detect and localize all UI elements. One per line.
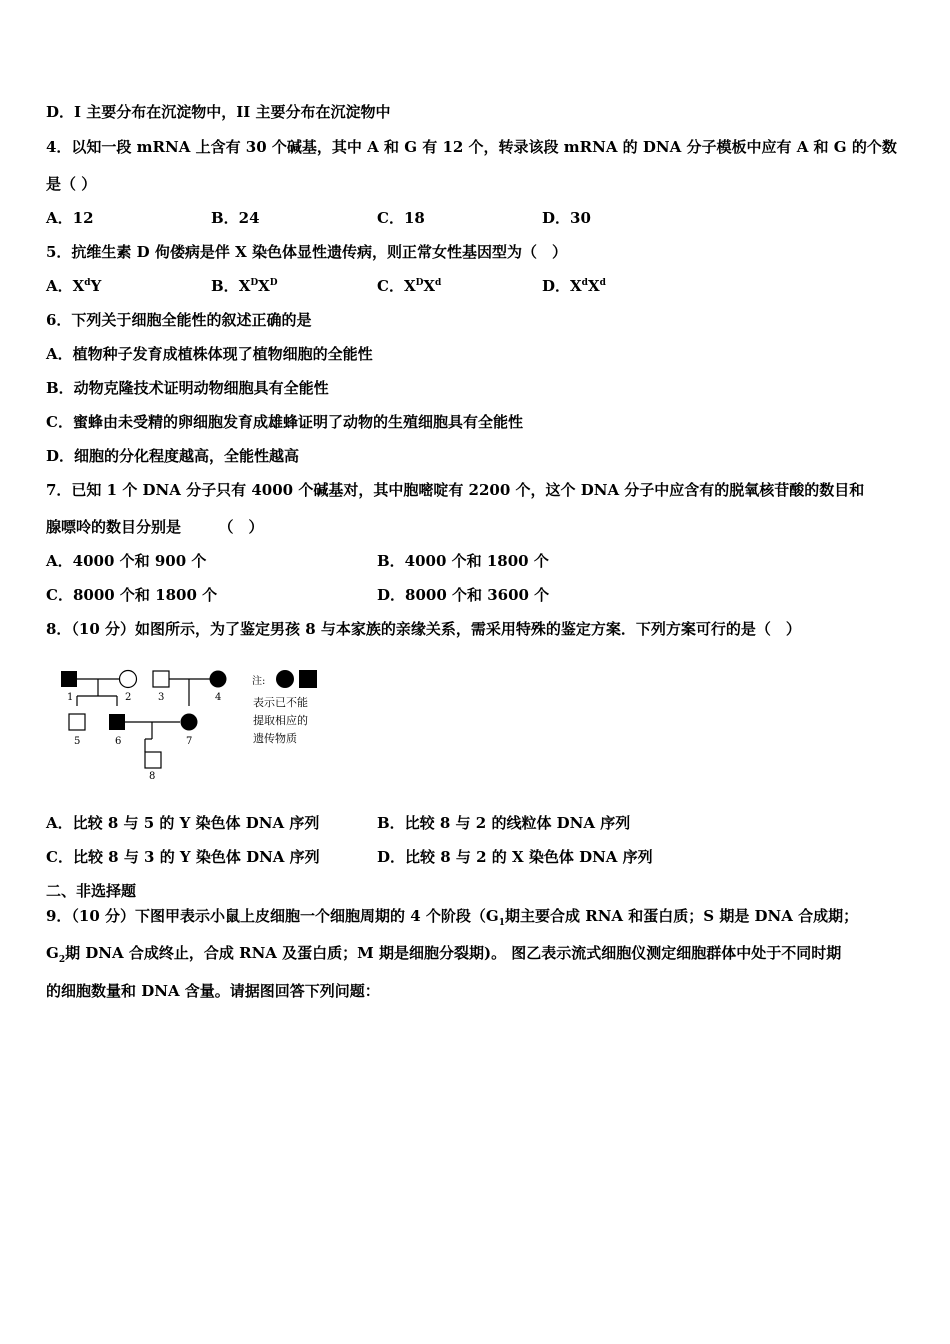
q6-option-a: A．植物种子发育成植株体现了植物细胞的全能性 [46,345,373,363]
note-line-3: 遗传物质 [253,732,297,745]
q7-option-b: B．4000 个和 1800 个 [377,552,549,570]
individual-4-female-filled [210,671,227,688]
q6-option-b: B．动物克隆技术证明动物细胞具有全能性 [46,379,329,397]
q8-option-b: B．比较 8 与 2 的线粒体 DNA 序列 [377,814,631,832]
note-line-1: 表示已不能 [253,696,308,709]
q8-option-d: D．比较 8 与 2 的 X 染色体 DNA 序列 [377,848,653,866]
q4-stem-line1: 4．以知一段 mRNA 上含有 30 个碱基，其中 A 和 G 有 12 个，转录该段 mRNA 的 DNA 分子模板中应有 A 和 G 的个数 [46,138,897,156]
q4-stem-line2: 是（ ） [46,175,97,193]
figure-note [252,670,317,745]
q4-option-b: B．24 [211,209,260,227]
q8-option-c: C．比较 8 与 3 的 Y 染色体 DNA 序列 [46,848,320,866]
q4-option-a: A．12 [46,209,94,227]
q5-option-b: B．$X^DX^D$ [211,277,278,295]
label-7: 7 [186,736,193,747]
q7-option-d: D．8000 个和 3600 个 [377,586,550,604]
note-prefix: 注: [252,676,266,687]
individual-8-male [145,752,161,768]
label-3: 3 [158,692,165,703]
individual-6-male-filled [109,714,125,730]
q7-stem-line1: 7．已知 1 个 DNA 分子只有 4000 个碱基对，其中胞嘧啶有 2200 个，这个 DNA 分子中应含有的脱氧核苷酸的数目和 [46,481,865,499]
q8-option-a: A．比较 8 与 5 的 Y 染色体 DNA 序列 [46,814,320,832]
note-filled-square [299,670,317,688]
label-6: 6 [115,736,122,747]
q7-stem-line2: 腺嘌呤的数目分别是 （ ） [46,518,264,536]
individual-2-female [120,671,137,688]
q6-option-d: D．细胞的分化程度越高，全能性越高 [46,447,300,465]
q9-stem-line1: 9．（10 分）下图甲表示小鼠上皮细胞一个细胞周期的 4 个阶段（$G_1$期主要合成 RNA 和蛋白质；S 期是 DNA 合成期； [46,907,859,928]
individual-5-male [69,714,85,730]
individual-1-male-filled [61,671,77,687]
section-2-title: 二、非选择题 [46,882,137,900]
individual-7-female-filled [181,714,198,731]
pedigree-figure [55,662,335,787]
label-4: 4 [215,692,222,703]
q3-option-d: D．I 主要分布在沉淀物中，II 主要分布在沉淀物中 [46,103,391,121]
q7-option-c: C．8000 个和 1800 个 [46,586,218,604]
q8-stem: 8．（10 分）如图所示，为了鉴定男孩 8 与本家族的亲缘关系，需采用特殊的鉴定方案．下列方案可行的是（ ） [46,620,801,638]
q6-stem: 6．下列关于细胞全能性的叙述正确的是 [46,311,312,329]
q4-option-c: C．18 [377,209,425,227]
label-5: 5 [74,736,81,747]
note-line-2: 提取相应的 [253,714,308,727]
q9-stem-line2: $G_2$期 DNA 合成终止，合成 RNA 及蛋白质；M 期是细胞分裂期)。 图乙表示流式细胞仪测定细胞群体中处于不同时期 [46,944,842,965]
q7-option-a: A．4000 个和 900 个 [46,552,207,570]
q6-option-c: C．蜜蜂由未受精的卵细胞发育成雄蜂证明了动物的生殖细胞具有全能性 [46,413,523,431]
q4-option-d: D．30 [542,209,591,227]
q5-stem: 5．抗维生素 D 佝偻病是伴 X 染色体显性遗传病，则正常女性基因型为（ ） [46,243,567,261]
individual-3-male [153,671,169,687]
q9-stem-line3: 的细胞数量和 DNA 含量。请据图回答下列问题： [46,982,380,1000]
q5-option-a: A．$X^dY$ [46,277,102,295]
note-filled-circle [276,670,294,688]
label-1: 1 [67,692,74,703]
q5-option-d: D．$X^dX^d$ [542,277,606,295]
q5-option-c: C．$X^DX^d$ [377,277,442,295]
label-2: 2 [125,692,132,703]
label-8: 8 [149,771,156,782]
